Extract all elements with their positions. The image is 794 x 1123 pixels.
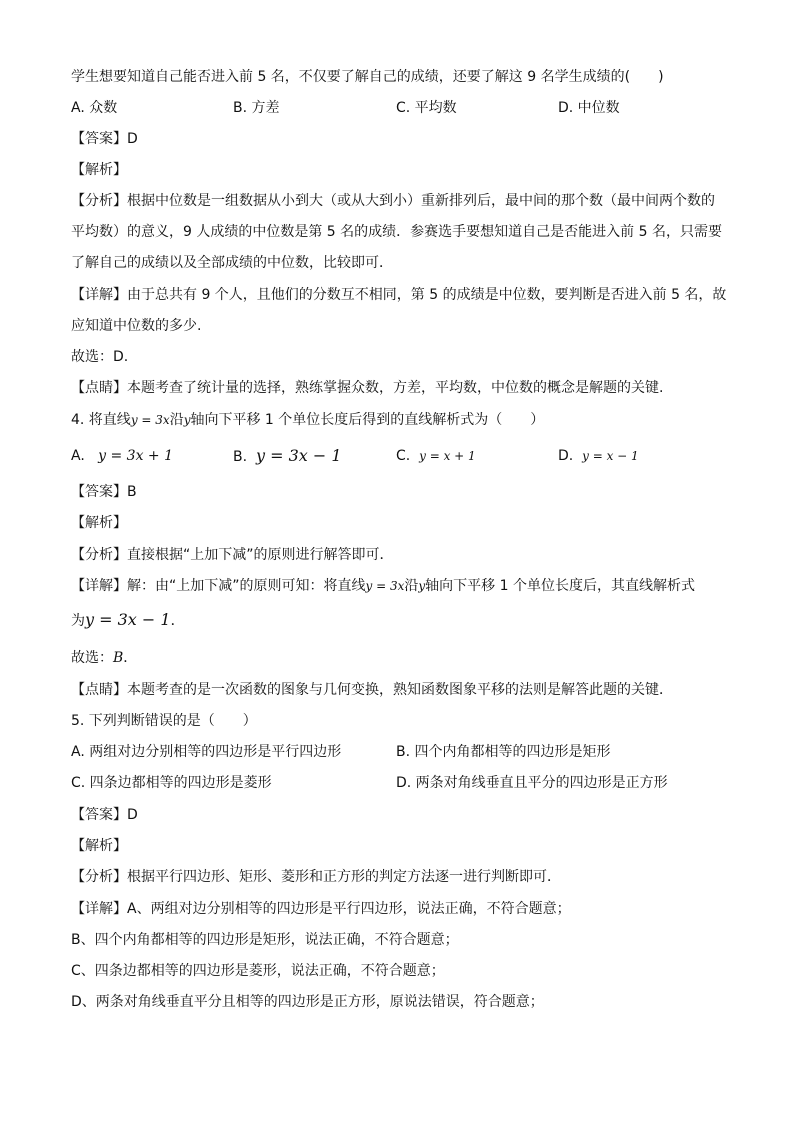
- q5-answer: 【答案】D: [71, 807, 138, 823]
- q5-stem: 5. 下列判断错误的是（ ）: [71, 713, 257, 729]
- q4-xiangjie-suffix: 轴向下平移 1 个单位长度后，其直线解析式: [425, 578, 695, 594]
- q4-xiangjie-line-2: [71, 610, 734, 631]
- q4-option-c: [396, 446, 476, 466]
- q4-answer: 【答案】B: [71, 484, 137, 500]
- q4-stem-prefix: 4. 将直线: [71, 412, 131, 428]
- q5-option-c: C. 四条边都相等的四边形是菱形: [71, 775, 272, 791]
- q3-xiangjie-line-2: 应知道中位数的多少.: [71, 318, 202, 334]
- q3-option-b: B. 方差: [233, 100, 280, 116]
- q3-fenxi-line-3: 了解自己的成绩以及全部成绩的中位数，比较即可．: [71, 255, 393, 271]
- q4-xiangjie-mid: 沿: [404, 578, 419, 594]
- q5-option-b: B. 四个内角都相等的四边形是矩形: [396, 744, 611, 760]
- q3-xiangjie-line-1: 【详解】由于总共有 9 个人，且他们的分数互不相同，第 5 的成绩是中位数，要判断是否进入前 5 名，故: [71, 287, 727, 303]
- q4-analysis-heading: 【解析】: [71, 515, 127, 531]
- q4-xiangjie2-suffix: ．: [170, 613, 185, 629]
- q3-option-c: C. 平均数: [396, 100, 457, 116]
- q4-stem: [71, 410, 734, 430]
- q4-stem-axis: y: [183, 413, 191, 427]
- q4-xiangjie-prefix: 【详解】解：由“上加下减”的原则可知：将直线: [71, 578, 366, 594]
- q3-option-a: A. 众数: [71, 100, 118, 116]
- q3-analysis-heading: 【解析】: [71, 162, 127, 178]
- q4-stem-expression: y = 3x: [130, 413, 170, 427]
- q4-xiangjie-expression: y = 3x: [365, 579, 405, 593]
- q3-stem: 学生想要知道自己能否进入前 5 名，不仅要了解自己的成绩，还要了解这 9 名学生成绩的( ): [71, 69, 664, 85]
- q4-option-a: [71, 446, 173, 466]
- q4-choice: [71, 648, 734, 668]
- q4-xiangjie2-prefix: 为: [71, 613, 85, 629]
- q4-option-a-expression: y = 3x + 1: [98, 448, 174, 464]
- q5-analysis-heading: 【解析】: [71, 838, 127, 854]
- q4-option-d-expression: y = x − 1: [582, 449, 639, 463]
- q4-option-b: [233, 446, 342, 467]
- q5-xiangjie-a: 【详解】A、两组对边分别相等的四边形是平行四边形，说法正确，不符合题意；: [71, 901, 571, 917]
- q4-choice-value: B: [113, 650, 124, 666]
- q4-option-c-expression: y = x + 1: [419, 449, 476, 463]
- q5-option-a: A. 两组对边分别相等的四边形是平行四边形: [71, 744, 342, 760]
- q4-option-b-label: B.: [233, 449, 248, 465]
- q4-option-d-label: D.: [558, 448, 574, 464]
- q3-fenxi-line-2: 平均数）的意义，9 人成绩的中位数是第 5 名的成绩．参赛选手要想知道自己是否能进入前 5 名，只需要: [71, 224, 722, 240]
- q4-option-a-label: A.: [71, 448, 85, 464]
- q4-stem-suffix: 轴向下平移 1 个单位长度后得到的直线解析式为（ ）: [190, 412, 545, 428]
- q4-xiangjie-line-1: [71, 576, 734, 596]
- q5-option-d: D. 两条对角线垂直且平分的四边形是正方形: [396, 775, 668, 791]
- q5-xiangjie-d: D、两条对角线垂直平分且相等的四边形是正方形，原说法错误，符合题意；: [71, 994, 544, 1010]
- q5-xiangjie-b: B、四个内角都相等的四边形是矩形，说法正确，不符合题意；: [71, 932, 459, 948]
- q4-xiangjie2-expression: y = 3x − 1: [85, 610, 171, 629]
- q3-choice: 故选：D.: [71, 349, 129, 365]
- q4-fenxi: 【分析】直接根据“上加下减”的原则进行解答即可．: [71, 547, 394, 563]
- q5-fenxi: 【分析】根据平行四边形、矩形、菱形和正方形的判定方法逐一进行判断即可．: [71, 869, 561, 885]
- q4-choice-prefix: 故选：: [71, 650, 113, 666]
- q4-stem-mid: 沿: [169, 412, 184, 428]
- q4-xiangjie-axis: y: [418, 579, 426, 593]
- q4-option-b-expression: y = 3x − 1: [255, 446, 342, 465]
- q5-xiangjie-c: C、四条边都相等的四边形是菱形，说法正确，不符合题意；: [71, 963, 445, 979]
- q3-answer: 【答案】D: [71, 131, 138, 147]
- q4-dianjing: 【点睛】本题考查的是一次函数的图象与几何变换，熟知函数图象平移的法则是解答此题的关键．: [71, 682, 673, 698]
- q4-option-c-label: C.: [396, 448, 411, 464]
- q4-choice-suffix: ．: [123, 650, 138, 666]
- q3-dianjing: 【点睛】本题考查了统计量的选择，熟练掌握众数，方差，平均数，中位数的概念是解题的关键.: [71, 380, 664, 396]
- q3-option-d: D. 中位数: [558, 100, 620, 116]
- q3-fenxi-line-1: 【分析】根据中位数是一组数据从小到大（或从大到小）重新排列后，最中间的那个数（最中间两个数的: [71, 193, 715, 209]
- q4-option-d: [558, 446, 639, 466]
